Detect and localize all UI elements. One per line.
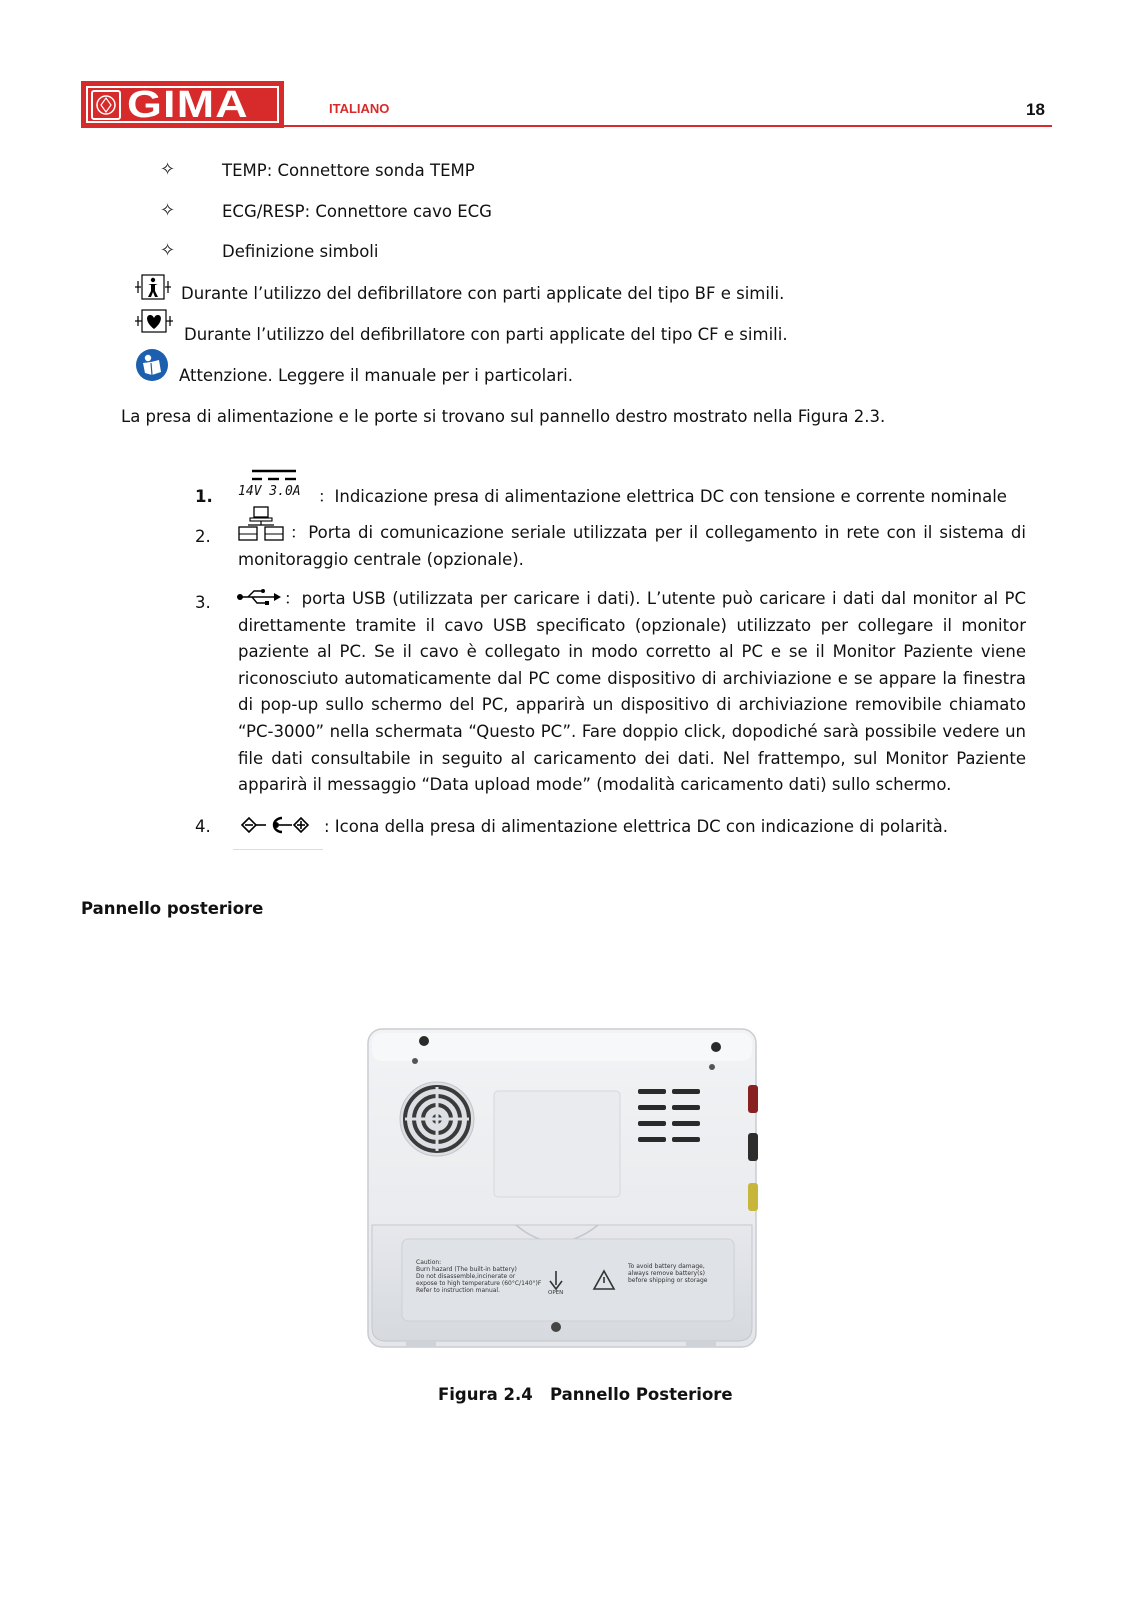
rear-panel-photo <box>366 1027 762 1349</box>
gima-logo <box>81 81 284 128</box>
list-item-text: ：Indicazione presa di alimentazione elettrica DC con tensione e corrente nominale <box>318 487 1007 506</box>
battery-line: always remove battery(s) <box>628 1270 705 1277</box>
bullet-star-icon: ✧ <box>160 240 176 261</box>
list-item-text: : Icona della presa di alimentazione elettrica DC con indicazione di polarità. <box>324 817 949 836</box>
symbol-desc: Durante l’utilizzo del defibrillatore con parti applicate del tipo CF e simili. <box>184 325 788 344</box>
battery-line: before shipping or storage <box>628 1277 708 1284</box>
dc-rating-label: 14V 3.0A <box>238 484 301 499</box>
caution-label <box>416 1259 541 1294</box>
header-rule <box>284 125 1052 127</box>
intro-paragraph: La presa di alimentazione e le porte si trovano sul pannello destro mostrato nella Figura 2.3. <box>121 407 886 426</box>
caution-title: Caution: <box>416 1259 442 1266</box>
battery-line: To avoid battery damage, <box>628 1263 705 1270</box>
list-item-text-wrap: ：Porta di comunicazione seriale utilizzata per il collegamento in rete con il sistema di monitoraggio centrale (opzionale). <box>238 523 1026 569</box>
language-label: ITALIANO <box>329 101 390 116</box>
list-number: 1. <box>195 487 213 506</box>
list-number: 4. <box>195 817 211 836</box>
list-number: 3. <box>195 593 211 612</box>
bullet-item: Definizione simboli <box>222 242 379 261</box>
faint-rule <box>233 849 323 850</box>
list-item-text: ：porta USB (utilizzata per caricare i dati). L’utente può caricare i dati dal monitor al PC direttamente tramite il cavo USB specificato (opzionale) utilizzato per collegare il monitor paziente al PC. Se il cavo è collegato in modo corretto al PC e se il Monitor Paziente viene riconosciuto automaticamente dal PC come dispositivo di archiviazione e se appare la finestra di pop-up sullo schermo del PC, apparirà un dispositivo di archiviazione removibile chiamato “PC-3000” nella schermata “Questo PC”. Fare doppio click, dopodiché sarà possibile vedere un file dati consultabile in seguito al caricamento dei dati. Nel frattempo, sul Monitor Paziente apparirà il messaggio “Data upload mode” (modalità caricamento dati) sullo schermo. <box>238 589 1026 795</box>
symbol-desc: Attenzione. Leggere il manuale per i particolari. <box>179 366 573 385</box>
gima-emblem-icon <box>91 90 121 120</box>
bullet-star-icon: ✧ <box>160 159 176 180</box>
caution-line: Refer to instruction manual. <box>416 1287 500 1294</box>
caution-line: Burn hazard (The built-in battery) <box>416 1266 517 1273</box>
type-cf-defib-icon <box>133 309 175 335</box>
caution-line: expose to high temperature (60°C/140°)F <box>416 1280 542 1287</box>
bullet-item: ECG/RESP: Connettore cavo ECG <box>222 202 492 221</box>
open-label: OPEN <box>548 1290 564 1296</box>
symbol-desc: Durante l’utilizzo del defibrillatore con parti applicate del tipo BF e simili. <box>181 284 785 303</box>
bullet-item: TEMP: Connettore sonda TEMP <box>222 161 475 180</box>
section-title: Pannello posteriore <box>81 899 264 918</box>
caution-line: Do not disassemble,incinerate or <box>416 1273 516 1280</box>
figure-caption: Figura 2.4 Pannello Posteriore <box>438 1385 733 1404</box>
logo-wordmark: GIMA <box>127 83 249 126</box>
read-manual-icon <box>135 348 169 382</box>
list-number: 2. <box>195 527 211 546</box>
type-bf-defib-icon <box>133 273 173 301</box>
bullet-star-icon: ✧ <box>160 200 176 221</box>
battery-label <box>628 1263 707 1284</box>
dc-polarity-icon <box>240 815 316 835</box>
dc-power-rating-icon <box>238 464 314 504</box>
page-number: 18 <box>1026 100 1045 119</box>
